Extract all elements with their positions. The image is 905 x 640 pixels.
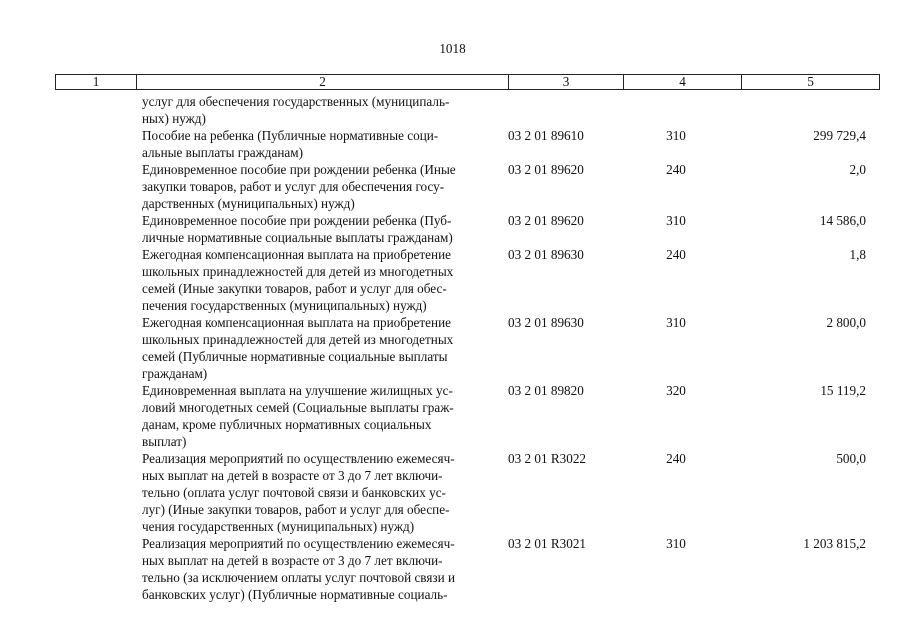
- row-code: 03 2 01 89620: [508, 162, 584, 177]
- row-expense-type: 240: [666, 247, 686, 262]
- table-row: [55, 161, 880, 212]
- row-expense-type: 310: [666, 213, 686, 228]
- row-expense-type: 240: [666, 451, 686, 466]
- row-description: Единовременное пособие при рождении ребенка (Пуб- личные нормативные социальные выплаты гражданам): [142, 213, 453, 245]
- table-row: [55, 246, 880, 314]
- row-code: 03 2 01 R3022: [508, 451, 587, 466]
- row-expense-type: 240: [666, 162, 686, 177]
- table-row: [55, 450, 880, 535]
- row-description: Реализация мероприятий по осуществлению ежемесяч- ных выплат на детей в возрасте от 3 до 7 лет включи- тельно (оплата услуг почтовой связи и банковских ус- луг) (Иные закупки товаров, работ и услуг для обеспе- чения государственных (муниципальных) нужд): [142, 451, 455, 534]
- row-code: 03 2 01 R3021: [508, 536, 587, 551]
- row-description: Ежегодная компенсационная выплата на приобретение школьных принадлежностей для детей из многодетных семей (Иные закупки товаров, работ и услуг для обес- печения государственных (муниципальных) нужд): [142, 247, 454, 313]
- table-body: [55, 93, 880, 603]
- row-amount: 500,0: [836, 451, 866, 466]
- row-description: Пособие на ребенка (Публичные нормативные соци- альные выплаты гражданам): [142, 128, 439, 160]
- table-row: [55, 535, 880, 603]
- row-code: 03 2 01 89630: [508, 247, 584, 262]
- row-amount: 15 119,2: [820, 383, 866, 398]
- row-code: 03 2 01 89610: [508, 128, 584, 143]
- table-row: [55, 314, 880, 382]
- header-col-1: 1: [56, 75, 137, 89]
- row-description: Единовременное пособие при рождении ребенка (Иные закупки товаров, работ и услуг для обеспечения госу- дарственных (муниципальных) нужд): [142, 162, 456, 211]
- row-code: 03 2 01 89630: [508, 315, 584, 330]
- row-amount: 14 586,0: [819, 213, 866, 228]
- table-row: [55, 212, 880, 246]
- row-amount: 1,8: [849, 247, 866, 262]
- table-row: [55, 382, 880, 450]
- table-row: [55, 127, 880, 161]
- row-amount: 2 800,0: [826, 315, 866, 330]
- header-col-4: 4: [624, 75, 742, 89]
- row-expense-type: 320: [666, 383, 686, 398]
- row-expense-type: 310: [666, 536, 686, 551]
- row-amount: 1 203 815,2: [803, 536, 866, 551]
- header-col-2: 2: [137, 75, 509, 89]
- row-code: 03 2 01 89820: [508, 383, 584, 398]
- row-expense-type: 310: [666, 128, 686, 143]
- row-amount: 2,0: [849, 162, 866, 177]
- row-description: Единовременная выплата на улучшение жилищных ус- ловий многодетных семей (Социальные выплаты граж- данам, кроме публичных нормативных социальных выплат): [142, 383, 454, 449]
- row-description: Реализация мероприятий по осуществлению ежемесяч- ных выплат на детей в возрасте от 3 до 7 лет включи- тельно (за исключением оплаты услуг почтовой связи и банковских услуг) (Публичные нормативные социаль-: [142, 536, 456, 602]
- row-code: 03 2 01 89620: [508, 213, 584, 228]
- header-col-5: 5: [807, 74, 814, 89]
- table-row: [55, 93, 880, 127]
- row-amount: 299 729,4: [813, 128, 866, 143]
- header-col-3: 3: [509, 75, 624, 89]
- row-expense-type: 310: [666, 315, 686, 330]
- row-description: Ежегодная компенсационная выплата на приобретение школьных принадлежностей для детей из многодетных семей (Публичные нормативные социальные выплаты гражданам): [142, 315, 454, 381]
- page-number: 1018: [439, 41, 466, 56]
- row-description: услуг для обеспечения государственных (муниципаль- ных) нужд): [142, 94, 450, 126]
- table-header: [55, 74, 880, 90]
